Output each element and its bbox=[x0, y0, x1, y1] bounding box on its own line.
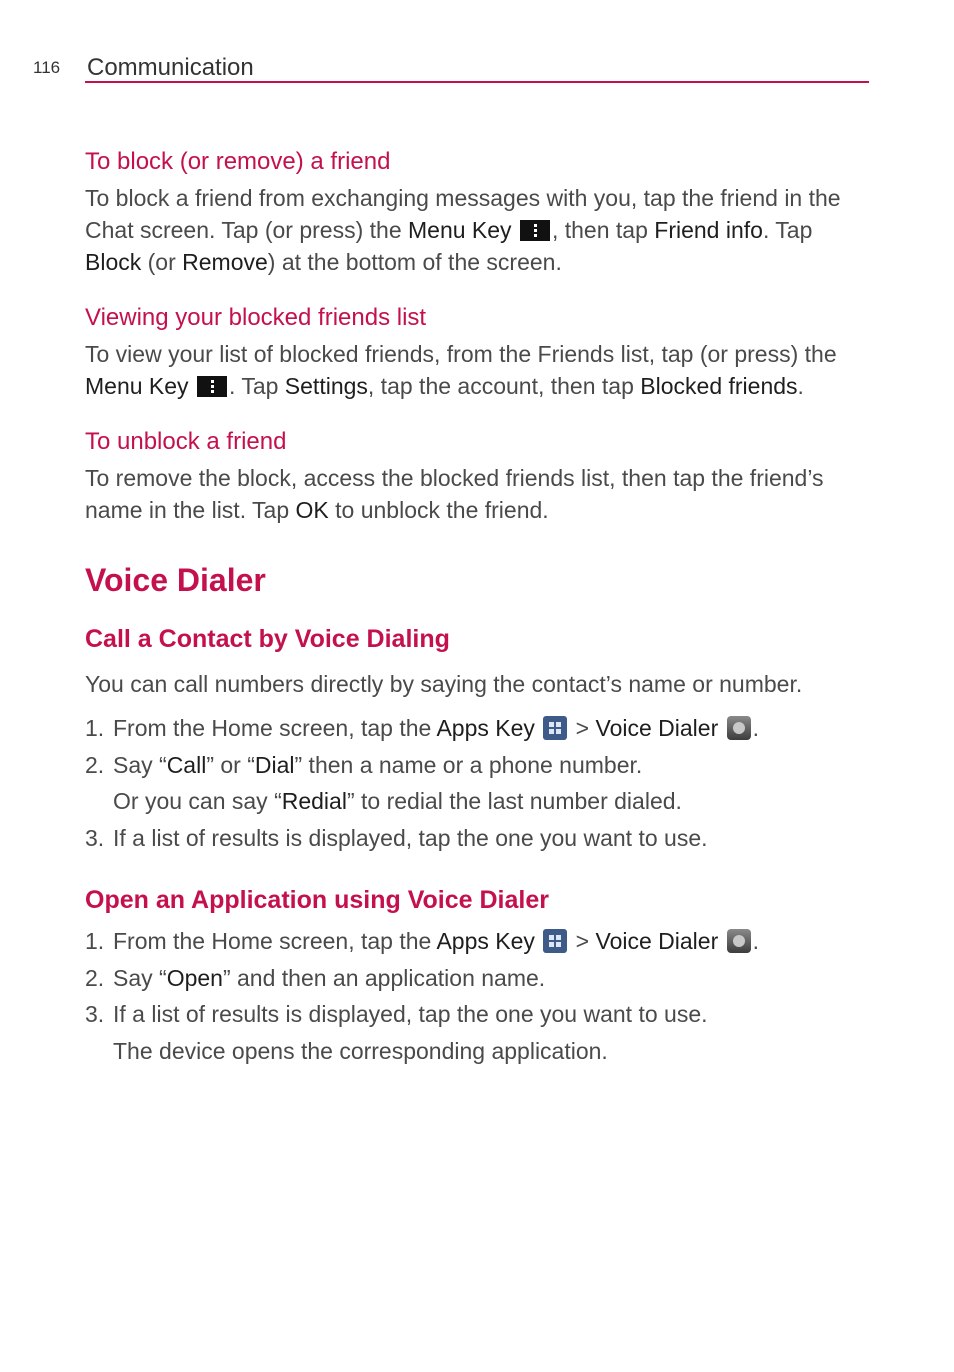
text: to unblock the friend. bbox=[328, 497, 549, 523]
list-item-continuation bbox=[85, 783, 875, 820]
step-number: 3. bbox=[85, 1001, 105, 1027]
text: , then tap bbox=[551, 217, 655, 243]
text: If a list of results is displayed, tap the one you want to use. bbox=[113, 1001, 708, 1027]
section-title: Communication bbox=[87, 54, 254, 81]
voice-dialer-icon bbox=[727, 716, 751, 740]
menu-key-label: Menu Key bbox=[85, 373, 189, 399]
call-contact-heading: Call a Contact by Voice Dialing bbox=[85, 625, 450, 653]
list-item bbox=[85, 923, 875, 960]
text: To view your list of blocked friends, from the Friends list, tap (or press) the bbox=[85, 341, 837, 367]
settings-label: Settings bbox=[284, 373, 368, 399]
text: To block a friend from exchanging messages with you, tap the friend in the Chat screen. Tap (or press) the bbox=[85, 185, 841, 243]
text: (or bbox=[141, 249, 183, 275]
text: ” to redial the last number dialed. bbox=[346, 788, 682, 814]
page-header bbox=[0, 0, 954, 90]
step-number: 2. bbox=[85, 964, 105, 991]
block-friend-heading: To block (or remove) a friend bbox=[85, 148, 391, 175]
blocked-friends-label: Blocked friends bbox=[640, 373, 798, 399]
list-item bbox=[85, 960, 875, 997]
text: > bbox=[569, 715, 596, 741]
block-friend-paragraph bbox=[85, 182, 875, 278]
open-application-steps bbox=[85, 923, 875, 1069]
text: . Tap bbox=[228, 373, 285, 399]
page-number: 116 bbox=[33, 58, 61, 77]
text: Or you can say “ bbox=[113, 788, 282, 814]
voice-dialer-label: Voice Dialer bbox=[595, 715, 719, 741]
text: ” and then an application name. bbox=[222, 964, 546, 991]
list-item bbox=[85, 747, 875, 784]
list-item bbox=[85, 710, 875, 747]
menu-key-icon bbox=[197, 376, 227, 397]
text: The device opens the corresponding application. bbox=[113, 1037, 608, 1064]
voice-dialer-label: Voice Dialer bbox=[595, 928, 719, 954]
list-item bbox=[85, 996, 875, 1033]
text: From the Home screen, tap the bbox=[113, 715, 437, 741]
text: . Tap bbox=[762, 217, 813, 243]
block-label: Block bbox=[85, 249, 142, 275]
step-number: 1. bbox=[85, 715, 105, 741]
voice-dialer-title: Voice Dialer bbox=[85, 562, 266, 598]
text: > bbox=[569, 928, 596, 954]
friend-info-label: Friend info bbox=[654, 217, 763, 243]
dial-label: Dial bbox=[254, 751, 295, 778]
text: . bbox=[797, 373, 804, 399]
viewing-blocked-heading: Viewing your blocked friends list bbox=[85, 304, 427, 331]
list-item bbox=[85, 820, 875, 857]
menu-key-icon bbox=[520, 220, 550, 241]
text: . bbox=[752, 928, 760, 954]
ok-label: OK bbox=[295, 497, 329, 523]
call-label: Call bbox=[166, 751, 207, 778]
text: To remove the block, access the blocked friends list, then tap the friend’s name in the list. Tap bbox=[85, 465, 824, 523]
call-contact-steps bbox=[85, 710, 875, 856]
viewing-blocked-paragraph bbox=[85, 338, 875, 402]
text: Say “ bbox=[113, 751, 167, 778]
unblock-paragraph bbox=[85, 462, 875, 526]
text: ” then a name or a phone number. bbox=[294, 751, 643, 778]
text: ” or “ bbox=[206, 751, 255, 778]
text: , tap the account, then tap bbox=[367, 373, 641, 399]
unblock-heading: To unblock a friend bbox=[85, 428, 287, 455]
header-rule bbox=[85, 81, 869, 83]
step-number: 3. bbox=[85, 824, 105, 851]
step-number: 2. bbox=[85, 751, 105, 778]
apps-key-icon bbox=[543, 716, 567, 740]
menu-key-label: Menu Key bbox=[408, 217, 512, 243]
text: From the Home screen, tap the bbox=[113, 928, 437, 954]
apps-key-icon bbox=[543, 929, 567, 953]
voice-dialer-icon bbox=[727, 929, 751, 953]
text: . bbox=[752, 715, 760, 741]
list-item-continuation bbox=[85, 1033, 875, 1070]
open-application-heading: Open an Application using Voice Dialer bbox=[85, 886, 549, 914]
step-number: 1. bbox=[85, 928, 105, 954]
apps-key-label: Apps Key bbox=[436, 928, 535, 954]
text: ) at the bottom of the screen. bbox=[267, 249, 562, 275]
call-contact-intro: You can call numbers directly by saying the contact’s name or number. bbox=[85, 671, 803, 697]
open-label: Open bbox=[166, 964, 223, 991]
page-content bbox=[85, 148, 875, 1069]
apps-key-label: Apps Key bbox=[436, 715, 535, 741]
remove-label: Remove bbox=[182, 249, 268, 275]
redial-label: Redial bbox=[281, 788, 347, 814]
text: Say “ bbox=[113, 964, 167, 991]
text: If a list of results is displayed, tap the one you want to use. bbox=[113, 824, 708, 851]
